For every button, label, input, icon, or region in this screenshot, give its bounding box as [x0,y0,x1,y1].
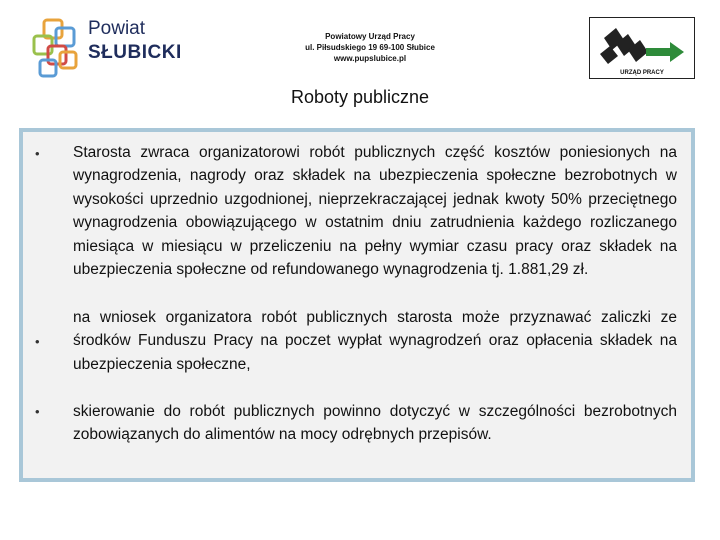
bullet-marker: • [35,334,40,349]
logo-text-line2: SŁUBICKI [88,42,182,63]
urzad-pracy-logo [589,17,695,79]
office-street: ul. Piłsudskiego 19 69-100 Słubice [305,43,435,52]
content-box [19,128,695,482]
logo-text-line1: Powiat [88,18,146,39]
bullet-item: na wniosek organizatora robót publicznych starosta może przyznawać zaliczki ze środków Funduszu Pracy na poczet wypłat wynagrodzeń oraz opłacenia składek na ubezpieczenia społeczne, [73,309,677,373]
office-address [270,31,470,64]
urzad-pracy-caption: URZĄD PRACY [620,70,664,76]
bullet-marker: • [35,146,40,161]
bullet-item: skierowanie do robót publicznych powinno dotyczyć w szczególności bezrobotnych zobowiązanych do alimentów na mocy odrębnych przepisów. [73,403,677,444]
powiat-slubicki-logo [30,16,182,82]
urzad-pracy-emblem-icon [590,20,694,70]
squares-logo-icon [30,16,90,82]
office-website: www.pupslubice.pl [333,54,407,63]
office-name: Powiatowy Urząd Pracy [325,32,415,41]
page-title: Roboty publiczne [290,87,430,107]
bullet-marker: • [35,404,40,419]
bullet-item: Starosta zwraca organizatorowi robót publicznych część kosztów poniesionych na wynagrodzenia, nagrody oraz składek na ubezpieczenia społeczne bezrobotnych w wysokości uprzednio uzgodnionej, nieprzekraczającej jednak kwoty 50% przeciętnego wynagrodzenia obowiązującego w ostatnim dniu zatrudnienia każdego rozliczanego miesiąca w miesiącu w przeliczeniu na pełny wymiar czasu pracy oraz składek na ubezpieczenia społeczne od refundowanego wynagrodzenia tj. 1.881,29 zł. [73,144,677,279]
